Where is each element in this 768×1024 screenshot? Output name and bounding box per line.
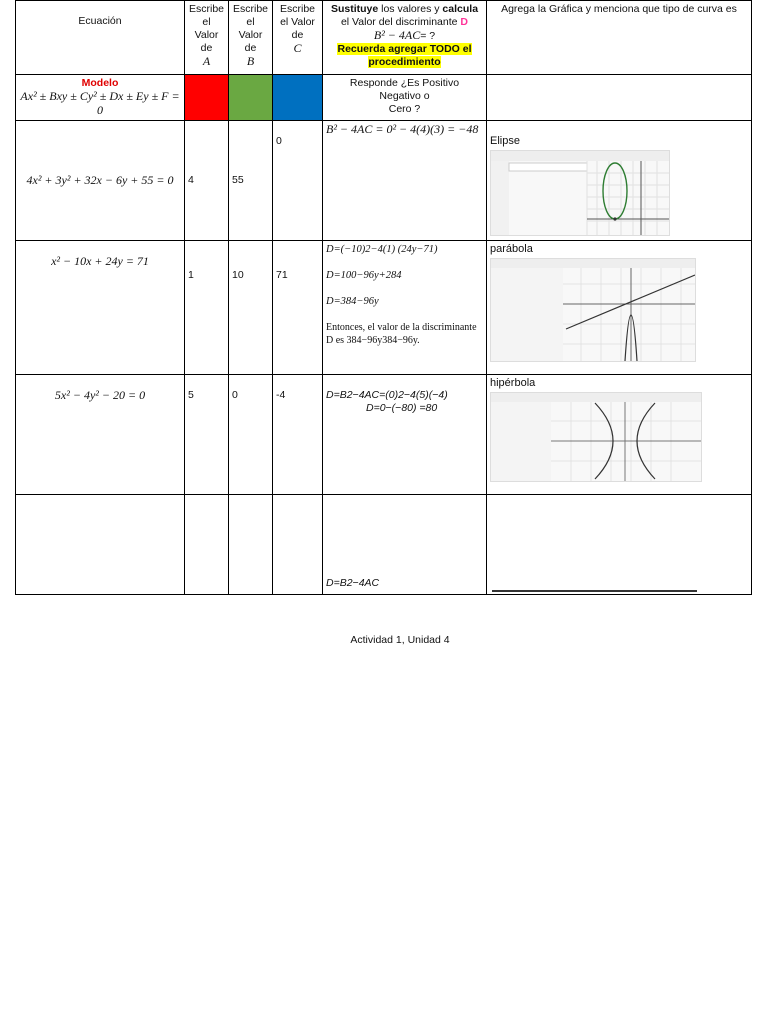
procedure-cell: D=(−10)2−4(1) (24y−71) D=100−96y+284 D=384−96y Entonces, el valor de la discriminante D es 384−96y384−96y. — [323, 241, 487, 375]
value-b: 0 — [229, 375, 273, 495]
header-valor-b: Escribe el Valor de B — [229, 1, 273, 75]
header-ecuacion: Ecuación — [16, 1, 185, 75]
procedure-cell: D=B2−4AC=(0)2−4(5)(−4) D=0−(−80) =80 — [323, 375, 487, 495]
table-row — [16, 375, 752, 495]
model-grafica-empty — [487, 75, 752, 121]
equation-cell — [16, 495, 185, 595]
parabola-graph-image — [490, 258, 696, 362]
table-row — [16, 121, 752, 241]
table-row — [16, 495, 752, 595]
value-c: -4 — [273, 375, 323, 495]
model-row — [16, 75, 752, 121]
equation-cell: 4x² + 3y² + 32x − 6y + 55 = 0 — [16, 121, 185, 241]
value-c: 0 — [273, 121, 323, 241]
value-b — [229, 495, 273, 595]
activity-table — [15, 0, 752, 595]
graph-cell — [487, 495, 752, 595]
value-c — [273, 495, 323, 595]
value-a: 1 — [185, 241, 229, 375]
header-valor-a: Escribe el Valor de A — [185, 1, 229, 75]
swatch-a-red — [185, 75, 229, 121]
header-sustituye: Sustituye los valores y calcula el Valor del discriminante D B² − 4AC= ? Recuerda agregar TODO el procedimiento — [323, 1, 487, 75]
equation-cell: x² − 10x + 24y = 71 — [16, 241, 185, 375]
ellipse-graph-image — [490, 150, 670, 236]
procedure-cell: B² − 4AC = 0² − 4(4)(3) = −48 — [323, 121, 487, 241]
value-c: 71 — [273, 241, 323, 375]
header-grafica: Agrega la Gráfica y menciona que tipo de curva es — [487, 1, 752, 75]
equation-cell: 5x² − 4y² − 20 = 0 — [16, 375, 185, 495]
curve-type-label: parábola — [490, 243, 533, 255]
value-b: 55 — [229, 121, 273, 241]
header-row — [16, 1, 752, 75]
recuerda-highlight: Recuerda agregar TODO el procedimiento — [337, 43, 472, 68]
model-cell: Modelo Ax² ± Bxy ± Cy² ± Dx ± Ey ± F = 0 — [16, 75, 185, 121]
hyperbola-graph-image — [490, 392, 702, 482]
responde-cell: Responde ¿Es Positivo Negativo o Cero ? — [323, 75, 487, 121]
curve-type-label: hipérbola — [490, 377, 536, 389]
graph-cell — [487, 375, 752, 495]
dark-line-divider — [492, 590, 697, 592]
swatch-b-green — [229, 75, 273, 121]
general-equation: Ax² ± Bxy ± Cy² ± Dx ± Ey ± F = 0 — [20, 89, 180, 117]
procedure-cell: D=B2−4AC — [323, 495, 487, 595]
value-b: 10 — [229, 241, 273, 375]
graph-cell — [487, 121, 752, 241]
page-footer: Actividad 1, Unidad 4 — [350, 634, 450, 646]
value-a: 5 — [185, 375, 229, 495]
value-a: 4 — [185, 121, 229, 241]
value-a — [185, 495, 229, 595]
swatch-c-blue — [273, 75, 323, 121]
table-row — [16, 241, 752, 375]
graph-cell — [487, 241, 752, 375]
header-valor-c: Escribe el Valor de C — [273, 1, 323, 75]
curve-type-label: Elipse — [490, 135, 520, 147]
